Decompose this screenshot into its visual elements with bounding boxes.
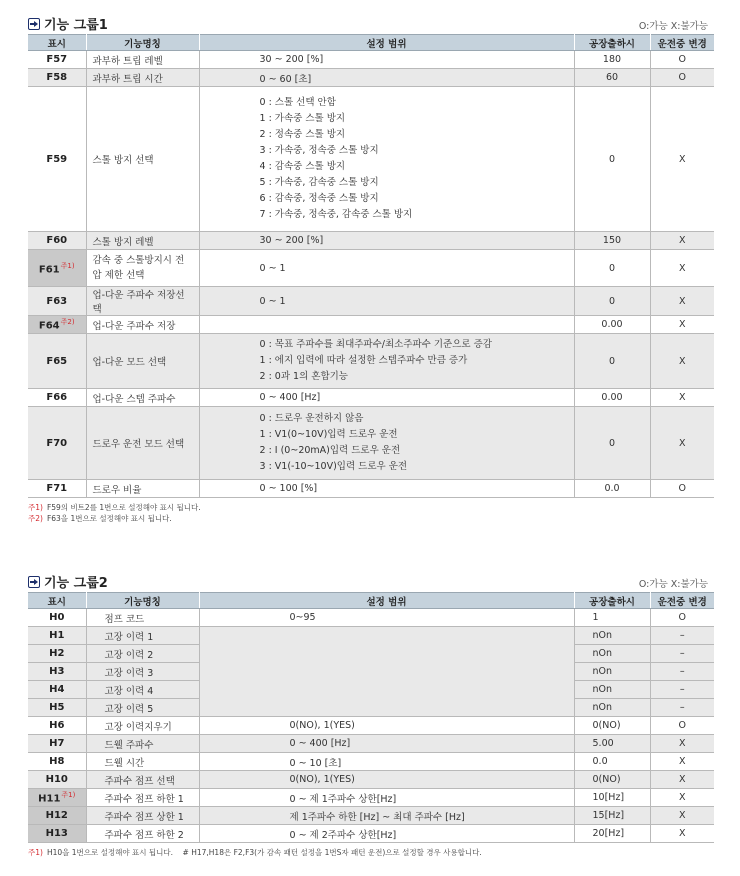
code-cell: H0 [28, 609, 86, 627]
col-header-factory: 공장출하시 [574, 593, 650, 609]
function-group-2-section [28, 570, 714, 858]
name-cell: 업-다운 주파수 저장선택 [86, 287, 199, 316]
change-cell: X [650, 287, 714, 316]
option-line: 3 : V1(-10~10V)입력 드로우 운전 [259, 461, 408, 472]
footnote-text: F63을 1번으로 설정해야 표시 됩니다. [46, 514, 172, 523]
change-cell: X [650, 753, 714, 771]
col-header-range: 설정 범위 [199, 593, 574, 609]
option-line: 0 : 목표 주파수를 최대주파수/최소주파수 기준으로 증감 [259, 339, 492, 350]
section-title-text: 기능 그룹1 [44, 18, 108, 33]
table-row [28, 717, 714, 735]
section-header [28, 570, 714, 592]
change-cell: X [650, 250, 714, 287]
code-cell: F71 [28, 480, 86, 498]
factory-cell: 20[Hz] [574, 825, 650, 843]
option-line: 1 : V1(0~10V)입력 드로우 운전 [259, 429, 398, 440]
table-row [28, 51, 714, 69]
name-cell: 드로우 비율 [86, 480, 199, 498]
factory-cell: 1 [574, 609, 650, 627]
col-header-change: 운전중 변경 [650, 35, 714, 51]
range-cell: 0~95 [199, 609, 574, 627]
factory-cell: 0(NO) [574, 771, 650, 789]
option-line: 2 : I (0~20mA)입력 드로우 운전 [259, 445, 401, 456]
factory-cell: 0.00 [574, 389, 650, 407]
table-row [28, 627, 714, 645]
table-row [28, 407, 714, 480]
group2-footnotes [28, 847, 714, 858]
code-cell: H3 [28, 663, 86, 681]
change-cell: X [650, 87, 714, 232]
factory-cell: 5.00 [574, 735, 650, 753]
option-line: 7 : 가속중, 정속중, 감속중 스톨 방지 [259, 209, 413, 220]
name-cell: 드웰 시간 [86, 753, 199, 771]
option-line: 2 : 0과 1의 혼합기능 [259, 371, 348, 382]
range-cell: 30 ~ 200 [%] [199, 232, 574, 250]
footnote-marker: 주2) [60, 318, 75, 327]
factory-cell: 60 [574, 69, 650, 87]
change-cell: O [650, 69, 714, 87]
change-cell: O [650, 480, 714, 498]
code-cell: F59 [28, 87, 86, 232]
option-line: 3 : 가속중, 정속중 스톨 방지 [259, 145, 379, 156]
factory-cell: 180 [574, 51, 650, 69]
table-row [28, 771, 714, 789]
code-cell: H8 [28, 753, 86, 771]
legend: O:가능 X:불가능 [638, 579, 708, 590]
code-text: F64 [38, 320, 60, 332]
footnote-marker: 주1) [61, 791, 76, 800]
range-cell: 30 ~ 200 [%] [199, 51, 574, 69]
change-cell: X [650, 407, 714, 480]
group1-footnotes [28, 502, 714, 524]
change-cell: X [650, 825, 714, 843]
range-cell [199, 316, 574, 334]
footnote [28, 502, 714, 513]
name-cell: 주파수 점프 하한 2 [86, 825, 199, 843]
change-cell: X [650, 389, 714, 407]
name-cell: 과부하 트립 시간 [86, 69, 199, 87]
change-cell: X [650, 316, 714, 334]
change-cell: – [650, 627, 714, 645]
factory-cell: 15[Hz] [574, 807, 650, 825]
section-title-text: 기능 그룹2 [44, 576, 108, 591]
table-row [28, 609, 714, 627]
factory-cell: 0 [574, 250, 650, 287]
code-cell: F70 [28, 407, 86, 480]
code-cell: H7 [28, 735, 86, 753]
change-cell: X [650, 789, 714, 807]
factory-cell: 0 [574, 407, 650, 480]
table-row [28, 87, 714, 232]
col-header-range: 설정 범위 [199, 35, 574, 51]
factory-cell: 0.00 [574, 316, 650, 334]
table-row [28, 825, 714, 843]
function-group-1-section [28, 12, 714, 524]
section-header [28, 12, 714, 34]
code-text: F61 [38, 264, 60, 276]
table-row [28, 480, 714, 498]
range-cell [199, 407, 574, 480]
name-cell: 고장 이력 1 [86, 627, 199, 645]
table-header-row [28, 593, 714, 609]
name-cell: 주파수 점프 선택 [86, 771, 199, 789]
name-cell: 업-다운 스텝 주파수 [86, 389, 199, 407]
table-row [28, 807, 714, 825]
col-header-name: 기능명칭 [86, 35, 199, 51]
code-cell: F63 [28, 287, 86, 316]
factory-cell: nOn [574, 645, 650, 663]
col-header-change: 운전중 변경 [650, 593, 714, 609]
arrow-into-box-icon [28, 576, 40, 588]
factory-cell: nOn [574, 699, 650, 717]
group2-table [28, 592, 714, 843]
footnote-text: H10을 1번으로 설정해야 표시 됩니다. # H17,H18은 F2,F3(가 감속 패턴 설정을 1번S자 패턴 운전)으로 설정할 경우 사용합니다. [46, 848, 482, 857]
change-cell: O [650, 717, 714, 735]
footnote-text: F59의 비트2를 1번으로 설정해야 표시 됩니다. [46, 503, 201, 512]
change-cell: – [650, 645, 714, 663]
factory-cell: 10[Hz] [574, 789, 650, 807]
code-cell: F65 [28, 334, 86, 389]
range-cell: 0(NO), 1(YES) [199, 771, 574, 789]
change-cell: – [650, 663, 714, 681]
code-cell: H10 [28, 771, 86, 789]
name-cell: 스톨 방지 선택 [86, 87, 199, 232]
footnote [28, 513, 714, 524]
footnote-marker: 주1) [28, 503, 43, 512]
code-cell: H4 [28, 681, 86, 699]
name-cell: 과부하 트립 레벨 [86, 51, 199, 69]
footnote-marker: 주1) [28, 848, 43, 857]
col-header-code: 표시 [28, 35, 86, 51]
legend: O:가능 X:불가능 [638, 21, 708, 32]
table-row [28, 389, 714, 407]
change-cell: O [650, 609, 714, 627]
option-line: 6 : 감속중, 정속중 스톨 방지 [259, 193, 379, 204]
code-cell: F58 [28, 69, 86, 87]
col-header-factory: 공장출하시 [574, 35, 650, 51]
option-line: 5 : 가속중, 감속중 스톨 방지 [259, 177, 379, 188]
col-header-name: 기능명칭 [86, 593, 199, 609]
change-cell: X [650, 334, 714, 389]
code-cell: H2 [28, 645, 86, 663]
change-cell: X [650, 232, 714, 250]
name-cell: 드로우 운전 모드 선택 [86, 407, 199, 480]
range-cell: 0 ~ 제 1주파수 상한[Hz] [199, 789, 574, 807]
option-line: 4 : 감속중 스톨 방지 [259, 161, 346, 172]
code-cell: H13 [28, 825, 86, 843]
footnote [28, 847, 714, 858]
change-cell: – [650, 699, 714, 717]
factory-cell: 0(NO) [574, 717, 650, 735]
table-row [28, 735, 714, 753]
table-row [28, 334, 714, 389]
name-cell: 주파수 점프 하한 1 [86, 789, 199, 807]
group1-table [28, 34, 714, 498]
code-cell [28, 250, 86, 287]
range-cell: 0 ~ 400 [Hz] [199, 735, 574, 753]
name-cell: 드웰 주파수 [86, 735, 199, 753]
range-cell: 0 ~ 10 [초] [199, 753, 574, 771]
table-row [28, 789, 714, 807]
range-cell: 0 ~ 1 [199, 250, 574, 287]
code-cell: H1 [28, 627, 86, 645]
name-cell: 스톨 방지 레벨 [86, 232, 199, 250]
change-cell: X [650, 807, 714, 825]
section-title [28, 14, 108, 33]
change-cell: O [650, 51, 714, 69]
factory-cell: nOn [574, 627, 650, 645]
option-line: 2 : 정속중 스톨 방지 [259, 129, 346, 140]
factory-cell: 0.0 [574, 480, 650, 498]
name-cell: 고장 이력지우기 [86, 717, 199, 735]
code-cell [28, 789, 86, 807]
table-row [28, 250, 714, 287]
range-cell: 0 ~ 제 2주파수 상한[Hz] [199, 825, 574, 843]
code-cell: F60 [28, 232, 86, 250]
factory-cell: 0 [574, 87, 650, 232]
option-line: 0 : 스톨 선택 안함 [259, 97, 336, 108]
name-cell: 고장 이력 5 [86, 699, 199, 717]
range-cell: 0 ~ 100 [%] [199, 480, 574, 498]
name-cell: 업-다운 주파수 저장 [86, 316, 199, 334]
range-cell: 0 ~ 1 [199, 287, 574, 316]
arrow-into-box-icon [28, 18, 40, 30]
option-line: 1 : 에지 입력에 따라 설정한 스텝주파수 만큼 증가 [259, 355, 468, 366]
table-row [28, 69, 714, 87]
code-cell: H5 [28, 699, 86, 717]
factory-cell: 150 [574, 232, 650, 250]
name-cell: 주파수 점프 상한 1 [86, 807, 199, 825]
factory-cell: 0 [574, 287, 650, 316]
table-row [28, 287, 714, 316]
name-cell: 감속 중 스톨방지시 전압 제한 선택 [86, 250, 199, 287]
code-cell: F66 [28, 389, 86, 407]
name-cell: 점프 코드 [86, 609, 199, 627]
change-cell: X [650, 735, 714, 753]
factory-cell: 0.0 [574, 753, 650, 771]
range-cell [199, 87, 574, 232]
change-cell: – [650, 681, 714, 699]
name-cell: 고장 이력 2 [86, 645, 199, 663]
col-header-code: 표시 [28, 593, 86, 609]
factory-cell: nOn [574, 663, 650, 681]
change-cell: X [650, 771, 714, 789]
range-cell: 0 ~ 60 [초] [199, 69, 574, 87]
name-cell: 업-다운 모드 선택 [86, 334, 199, 389]
range-cell: 0(NO), 1(YES) [199, 717, 574, 735]
code-text: H11 [38, 793, 61, 805]
factory-cell: 0 [574, 334, 650, 389]
option-line: 0 : 드로우 운전하지 않음 [259, 413, 364, 424]
range-cell: 0 ~ 400 [Hz] [199, 389, 574, 407]
code-cell: H6 [28, 717, 86, 735]
footnote-marker: 주2) [28, 514, 43, 523]
name-cell: 고장 이력 3 [86, 663, 199, 681]
code-cell: H12 [28, 807, 86, 825]
table-row [28, 232, 714, 250]
name-cell: 고장 이력 4 [86, 681, 199, 699]
range-cell: 제 1주파수 하한 [Hz] ~ 최대 주파수 [Hz] [199, 807, 574, 825]
code-cell [28, 316, 86, 334]
code-cell: F57 [28, 51, 86, 69]
table-row [28, 753, 714, 771]
table-row [28, 316, 714, 334]
table-header-row [28, 35, 714, 51]
footnote-marker: 주1) [60, 261, 75, 270]
range-cell [199, 334, 574, 389]
option-line: 1 : 가속중 스톨 방지 [259, 113, 346, 124]
range-cell [199, 627, 574, 717]
section-title [28, 572, 108, 591]
factory-cell: nOn [574, 681, 650, 699]
